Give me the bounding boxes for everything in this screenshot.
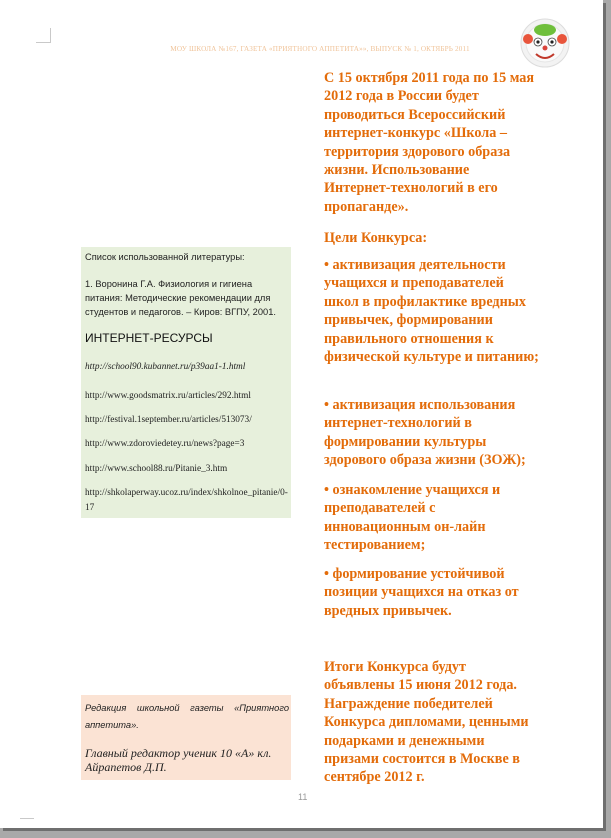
goal-item: • активизация использования интернет-технологий в формировании культуры здорового образа жизни (ЗОЖ); (324, 397, 526, 469)
resource-link[interactable]: http://www.goodsmatrix.ru/articles/292.html (85, 391, 251, 401)
editorial-box (81, 695, 291, 780)
crop-mark-bottom-left (20, 818, 34, 829)
literature-title: Список использованной литературы: (85, 252, 245, 262)
goal-item: • формирование устойчивой позиции учащихся на отказ от вредных привычек. (324, 566, 519, 619)
article-intro: С 15 октября 2011 года по 15 мая 2012 года в России будет проводиться Всероссийский интернет-конкурс «Школа – территория здорового образа жизни. Использование Интернет-технологий в его пропаганде». (324, 70, 535, 215)
goal-item: • активизация деятельности учащихся и преподавателей школ в профилактике вредных привычек, формировании правильного отношения к физической культуре и питанию; (324, 257, 539, 366)
goals-heading: Цели Конкурса: (324, 230, 428, 246)
literature-box (81, 247, 291, 518)
crop-mark-top-left (36, 28, 51, 43)
resource-link[interactable]: http://shkolaperway.ucoz.ru/index/shkolnoe_pitanie/0-17 (85, 488, 288, 513)
editor-credit: Главный редактор ученик 10 «А» кл. Айрапетов Д.П. (85, 746, 272, 774)
page-header: МОУ ШКОЛА №167, ГАЗЕТА «ПРИЯТНОГО АППЕТИТА»», ВЫПУСК № 1, ОКТЯБРЬ 2011 (170, 45, 470, 53)
results-paragraph: Итоги Конкурса будут объявлены 15 июня 2012 года. Награждение победителей Конкурса дипломами, ценными подарками и денежными призами состоится в Москве в сентябре 2012 г. (324, 659, 529, 786)
literature-reference: 1. Воронина Г.А. Физиология и гигиена питания: Методические рекомендации для студентов и педагогов. – Киров: ВГПУ, 2001. (85, 279, 276, 317)
internet-resources-heading: ИНТЕРНЕТ-РЕСУРСЫ (85, 331, 213, 345)
goal-item: • ознакомление учащихся и преподавателей с инновационным он-лайн тестированием; (324, 482, 501, 554)
page-number: 11 (298, 792, 308, 802)
resource-link[interactable]: http://www.school88.ru/Pitanie_3.htm (85, 464, 228, 474)
resource-link[interactable]: http://festival.1september.ru/articles/513073/ (85, 415, 252, 425)
resource-link[interactable]: http://www.zdoroviedetey.ru/news?page=3 (85, 439, 245, 449)
editorial-line: Редакция школьной газеты «Приятного аппетита». (85, 703, 289, 730)
resource-link[interactable]: http://school90.kubannet.ru/p39aa1-1.html (85, 362, 246, 372)
smiley-plate-logo-icon (519, 17, 571, 69)
